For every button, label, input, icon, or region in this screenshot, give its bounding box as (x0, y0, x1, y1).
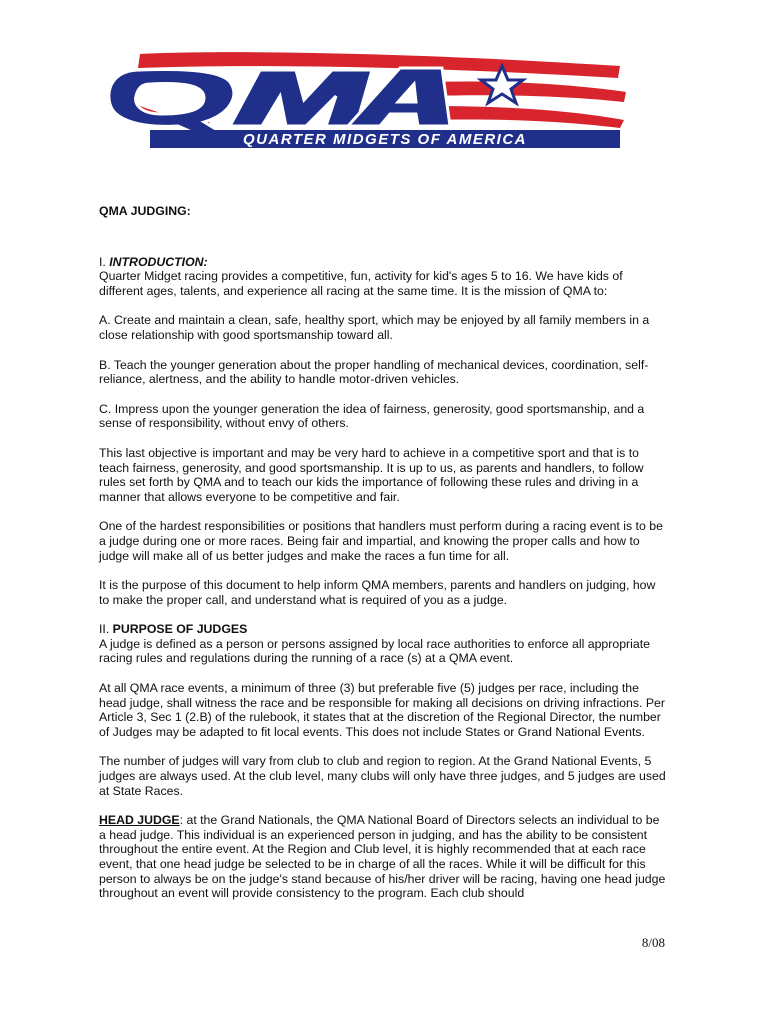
head-judge-label: HEAD JUDGE (99, 813, 180, 828)
section-purpose-heading (99, 622, 669, 637)
head-judge-paragraph (99, 813, 669, 901)
page-number: 8/08 (641, 935, 665, 950)
mission-item-a: A. Create and maintain a clean, safe, healthy sport, which may be enjoyed by all family members in a close relationship with good sportsmanship toward all. (99, 313, 650, 342)
intro-paragraph-1: Quarter Midget racing provides a competitive, fun, activity for kid's ages 5 to 16. We have kids of different ages, talents, and experience all racing at the same time. It is the mission of QMA to: (99, 269, 623, 298)
section-label: PURPOSE OF JUDGES (112, 622, 248, 637)
intro-paragraph-2: This last objective is important and may be very hard to achieve in a competitive sport and that is to teach fairness, generosity, and good sportsmanship. It is up to us, as parents and handlers, to follow rules set forth by QMA and to teach our kids the importance of following these rules and driving in a manner that allows everyone to be competitive and fair. (99, 445, 644, 504)
section-numeral: I. (99, 254, 110, 269)
mission-item-b: B. Teach the younger generation about the proper handling of mechanical devices, coordination, self-reliance, alertness, and the ability to handle motor-driven vehicles. (99, 357, 649, 387)
intro-paragraph-3: One of the hardest responsibilities or positions that handlers must perform during a racing event is to be a judge during one or more races. Being fair and impartial, and knowing the proper calls and how to judge will make all of us better judges and make the races a fun time for all. (99, 519, 663, 563)
qma-logo-graphic (100, 48, 630, 156)
section-label: INTRODUCTION: (109, 254, 208, 269)
head-judge-text: : at the Grand Nationals, the QMA National Board of Directors selects an individual to be a head judge. This individual is an experienced person in judging, and has the ability to be consistent throughout the entire event. At the Region and Club level, it is highly recommended that at each race event, that one head judge be selected to be in charge of all the races. While it will be difficult for this person to always be on the judge's stand because of his/her driver will be racing, having one head judge throughout an event will provide consistency to the program. Each club should (99, 813, 666, 901)
logo-tagline: QUARTER MIDGETS OF AMERICA (242, 131, 528, 148)
purpose-paragraph-3: The number of judges will vary from club to club and region to region. At the Grand National Events, 5 judges are always used. At the club level, many clubs will only have three judges, and 5 judges are used at State Races. (99, 754, 666, 798)
purpose-paragraph-1: A judge is defined as a person or persons assigned by local race authorities to enforce all appropriate racing rules and regulations during the running of a race (s) at a QMA event. (99, 636, 650, 666)
intro-paragraph-4: It is the purpose of this document to help inform QMA members, parents and handlers on judging, how to make the proper call, and understand what is required of you as a judge. (99, 578, 656, 607)
qma-logo (100, 48, 630, 156)
section-introduction-heading (99, 255, 669, 270)
document-body (99, 204, 669, 901)
purpose-paragraph-2: At all QMA race events, a minimum of three (3) but preferable five (5) judges per race, including the head judge, shall witness the race and be responsible for making all decisions on driving infractions. Per Article 3, Sec 1 (2.B) of the rulebook, it states that at the discretion of the Regional Director, the number of Judges may be adapted to fit local events. This does not include States or Grand National Events. (99, 681, 665, 739)
section-numeral: II. (99, 622, 113, 637)
mission-item-c: C. Impress upon the younger generation the idea of fairness, generosity, good sportsmanship, and a sense of responsibility, without envy of others. (99, 401, 645, 431)
page-title: QMA JUDGING: (99, 204, 191, 218)
